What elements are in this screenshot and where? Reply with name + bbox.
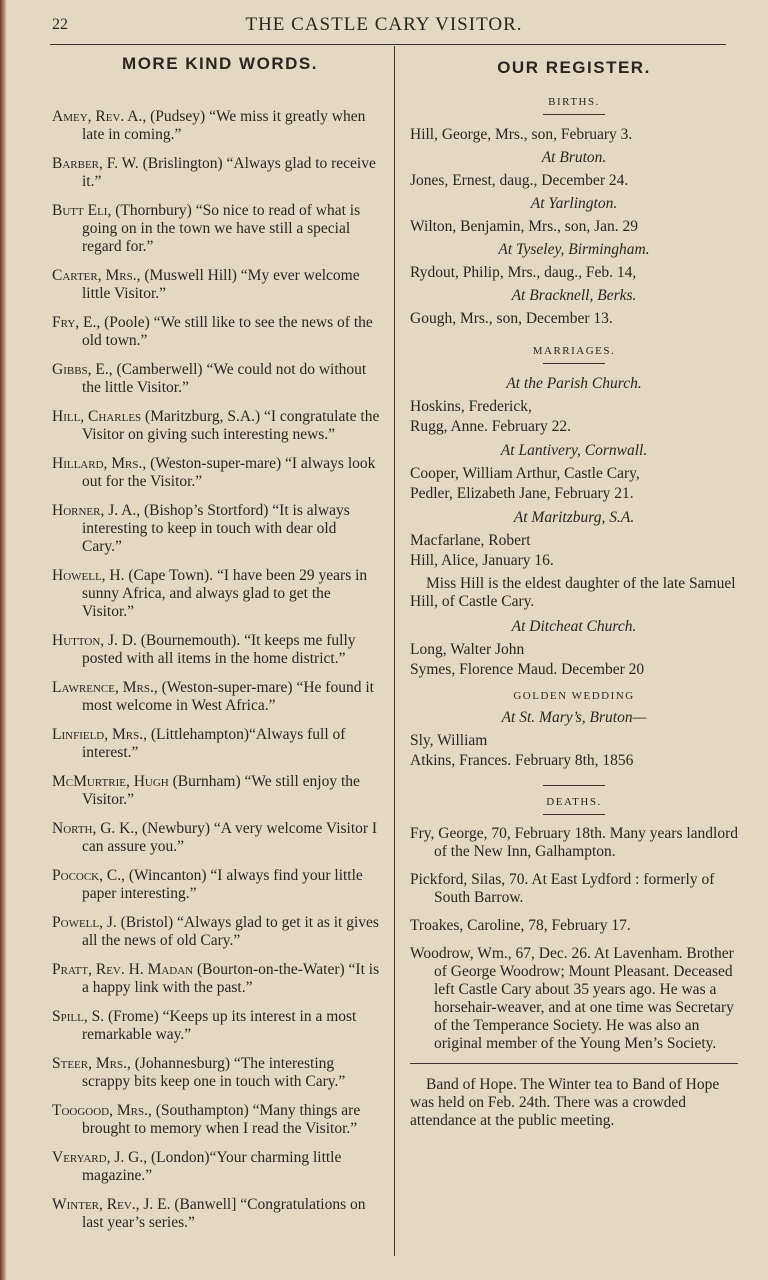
entry-text: (Burnham) “We still enjoy the Visitor.” xyxy=(82,773,360,808)
entry-name: Pratt, Rev. H. Madan xyxy=(52,961,194,978)
entry-text: (Cape Town). “I have been 29 years in sunny Africa, and always glad to get the Visitor.” xyxy=(82,567,368,620)
list-item xyxy=(52,567,380,621)
death-entry: Fry, George, 70, February 18th. Many years landlord of the New Inn, Galhampton. xyxy=(410,825,739,860)
marriages-heading: MARRIAGES. xyxy=(532,345,616,357)
entry-name: North, G. K., xyxy=(52,820,139,837)
entry-text: (Maritzburg, S.A.) “I congratulate the Visitor on giving such interesting news.” xyxy=(82,408,380,443)
list-item xyxy=(52,408,380,444)
death-entry: Pickford, Silas, 70. At East Lydford : formerly of South Barrow. xyxy=(410,871,715,906)
entry-name: Hutton, J. D. xyxy=(52,632,137,649)
entry-name: Spill, S. xyxy=(52,1008,105,1025)
entry-text: (Brislington) “Always glad to receive it.” xyxy=(82,155,376,190)
list-item xyxy=(52,679,380,715)
golden-wedding-heading: GOLDEN WEDDING xyxy=(513,690,635,702)
entry-name: Pocock, C., xyxy=(52,867,125,884)
birth-entry: Gough, Mrs., son, December 13. xyxy=(410,310,613,327)
entry-text: (Thornbury) “So nice to read of what is going on in the town we have still a special regard for.” xyxy=(82,202,361,255)
entry-text: (London)“Your charming little magazine.” xyxy=(82,1149,342,1184)
marriage-entry: Macfarlane, Robert xyxy=(410,532,531,549)
short-rule xyxy=(543,814,605,815)
list-item xyxy=(52,1055,380,1091)
list-item xyxy=(52,455,380,491)
entry-text: (Johannesburg) “The interesting scrappy bits keep one in touch with Cary.” xyxy=(82,1055,346,1090)
entry-name: Amey, Rev. A., xyxy=(52,108,147,125)
entry-text: (Camberwell) “We could not do without the little Visitor.” xyxy=(82,361,367,396)
short-rule xyxy=(543,785,605,786)
header-rule xyxy=(50,44,726,45)
entry-text: (Newbury) “A very welcome Visitor I can assure you.” xyxy=(82,820,378,855)
section-rule xyxy=(410,1063,738,1064)
entry-text: (Bournemouth). “It keeps me fully posted with all items in the home district.” xyxy=(82,632,356,667)
births-heading: BIRTHS. xyxy=(548,96,600,108)
entry-name: Butt Eli, xyxy=(52,202,112,219)
entry-name: Horner, J. A., xyxy=(52,502,141,519)
marriage-entry: Hill, Alice, January 16. xyxy=(410,552,554,569)
marriage-entry: Pedler, Elizabeth Jane, February 21. xyxy=(410,485,634,502)
entry-name: Lawrence, Mrs., xyxy=(52,679,158,696)
column-divider xyxy=(394,46,395,1256)
entry-text: (Littlehampton)“Always full of interest.” xyxy=(82,726,346,761)
golden-wedding-entry: Sly, William xyxy=(410,732,488,749)
entry-name: Veryard, J. G., xyxy=(52,1149,148,1166)
entry-text: (Bishop’s Stortford) “It is always interesting to keep in touch with dear old Cary.” xyxy=(82,502,350,555)
birth-entry: Rydout, Philip, Mrs., daug., Feb. 14, xyxy=(410,264,637,281)
running-title: THE CASTLE CARY VISITOR. xyxy=(245,14,523,35)
marriage-place: At the Parish Church. xyxy=(506,375,642,392)
list-item xyxy=(52,267,380,303)
entry-text: (Muswell Hill) “My ever welcome little Visitor.” xyxy=(82,267,360,302)
golden-wedding-place: At St. Mary’s, Bruton— xyxy=(501,709,647,726)
birth-entry: Wilton, Benjamin, Mrs., son, Jan. 29 xyxy=(410,218,638,235)
golden-wedding-entry: Atkins, Frances. February 8th, 1856 xyxy=(410,752,634,769)
entry-name: Toogood, Mrs., xyxy=(52,1102,152,1119)
entry-name: Gibbs, E., xyxy=(52,361,113,378)
list-item xyxy=(52,1196,380,1232)
entry-text: (Pudsey) “We miss it greatly when late in coming.” xyxy=(82,108,366,143)
birth-entry: Jones, Ernest, daug., December 24. xyxy=(410,172,629,189)
entry-text: (Bourton-on-the-Water) “It is a happy link with the past.” xyxy=(82,961,380,996)
entry-name: Howell, H. xyxy=(52,567,125,584)
list-item xyxy=(52,314,380,350)
list-item xyxy=(52,202,380,256)
register-column xyxy=(410,58,738,1136)
entry-text: (Weston-super-mare) “I always look out for the Visitor.” xyxy=(82,455,376,490)
kind-words-list xyxy=(52,108,380,1232)
entry-name: Powell, J. xyxy=(52,914,117,931)
marriage-entry: Hoskins, Frederick, xyxy=(410,398,532,415)
band-of-hope-note: Band of Hope. The Winter tea to Band of Hope was held on Feb. 24th. There was a crowded attendance at the public meeting. xyxy=(410,1076,720,1129)
death-entry: Troakes, Caroline, 78, February 17. xyxy=(410,917,631,934)
list-item xyxy=(52,867,380,903)
list-item xyxy=(52,155,380,191)
list-item xyxy=(52,1149,380,1185)
page-edge xyxy=(0,0,7,1280)
marriage-entry: Long, Walter John xyxy=(410,641,525,658)
entry-name: Hillard, Mrs., xyxy=(52,455,147,472)
entry-name: Fry, E., xyxy=(52,314,101,331)
list-item xyxy=(52,361,380,397)
birth-place: At Yarlington. xyxy=(530,195,618,212)
kind-words-title: MORE KIND WORDS. xyxy=(122,54,318,73)
register-title: OUR REGISTER. xyxy=(497,58,651,77)
entry-text: (Poole) “We still like to see the news of the old town.” xyxy=(82,314,373,349)
birth-place: At Bruton. xyxy=(541,149,607,166)
entry-text: (Bristol) “Always glad to get it as it gives all the news of old Cary.” xyxy=(82,914,379,949)
entry-text: (Banwell] “Congratulations on last year’s series.” xyxy=(82,1196,366,1231)
birth-place: At Bracknell, Berks. xyxy=(511,287,637,304)
marriage-place: At Lantivery, Cornwall. xyxy=(500,442,648,459)
marriage-note: Miss Hill is the eldest daughter of the late Samuel Hill, of Castle Cary. xyxy=(410,575,736,610)
entry-text: (Wincanton) “I always find your little paper interesting.” xyxy=(82,867,363,902)
marriage-place: At Maritzburg, S.A. xyxy=(513,509,635,526)
marriage-entry: Cooper, William Arthur, Castle Cary, xyxy=(410,465,640,482)
list-item xyxy=(52,961,380,997)
kind-words-column xyxy=(52,54,380,1243)
list-item xyxy=(52,726,380,762)
list-item xyxy=(52,632,380,668)
death-entry: Woodrow, Wm., 67, Dec. 26. At Lavenham. Brother of George Woodrow; Mount Pleasant. Deceased left Castle Cary about 35 years ago. He was a horsehair-weaver, and at one time was Secretary of the Temperance Society. He was also an original member of the Young Men’s Society. xyxy=(410,945,734,1052)
short-rule xyxy=(543,114,605,115)
entry-name: Carter, Mrs., xyxy=(52,267,141,284)
entry-text: (Frome) “Keeps up its interest in a most remarkable way.” xyxy=(82,1008,357,1043)
entry-name: McMurtrie, Hugh xyxy=(52,773,169,790)
entry-name: Hill, Charles xyxy=(52,408,142,425)
marriage-entry: Rugg, Anne. February 22. xyxy=(410,418,572,435)
entry-name: Steer, Mrs., xyxy=(52,1055,131,1072)
list-item xyxy=(52,1008,380,1044)
list-item xyxy=(52,820,380,856)
list-item xyxy=(52,502,380,556)
entry-text: (Weston-super-mare) “He found it most welcome in West Africa.” xyxy=(82,679,374,714)
list-item xyxy=(52,914,380,950)
marriage-place: At Ditcheat Church. xyxy=(511,618,637,635)
list-item xyxy=(52,773,380,809)
list-item xyxy=(52,108,380,144)
short-rule xyxy=(543,363,605,364)
entry-name: Linfield, Mrs., xyxy=(52,726,147,743)
entry-name: Winter, Rev., J. E. xyxy=(52,1196,171,1213)
list-item xyxy=(52,1102,380,1138)
marriage-entry: Symes, Florence Maud. December 20 xyxy=(410,661,645,678)
deaths-heading: DEATHS. xyxy=(546,796,602,808)
page-number: 22 xyxy=(52,16,68,33)
entry-text: (Southampton) “Many things are brought to memory when I read the Visitor.” xyxy=(82,1102,361,1137)
entry-name: Barber, F. W. xyxy=(52,155,139,172)
birth-place: At Tyseley, Birmingham. xyxy=(498,241,650,258)
birth-entry: Hill, George, Mrs., son, February 3. xyxy=(410,126,633,143)
